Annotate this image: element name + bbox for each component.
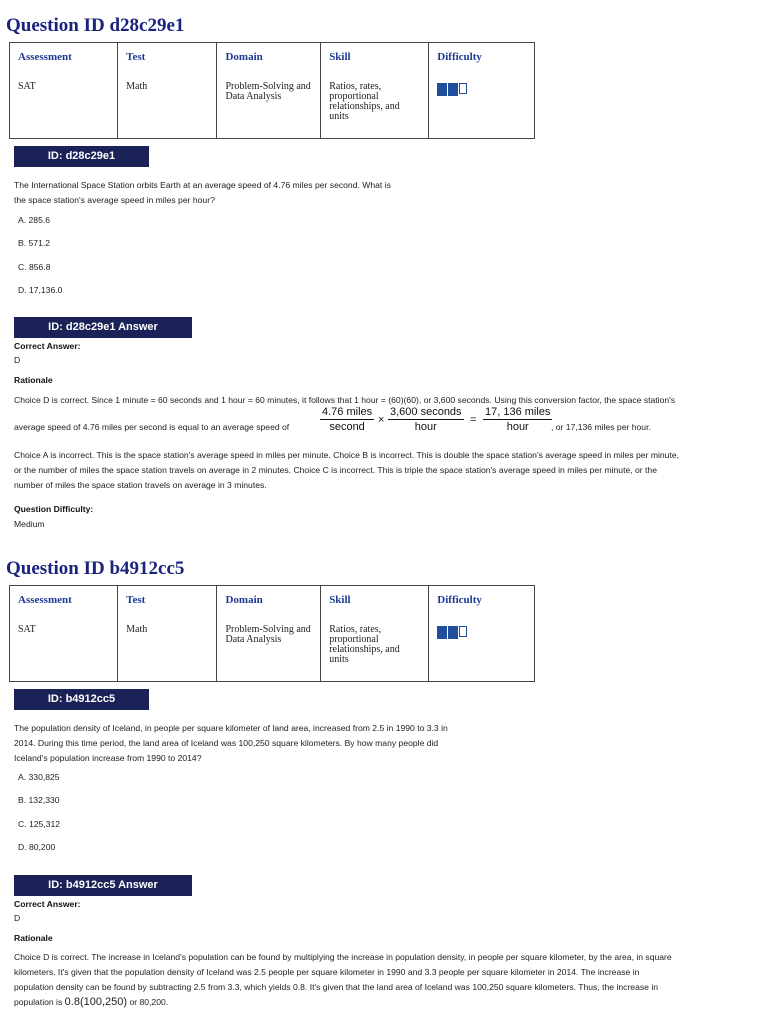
rationale-line: Choice D is correct. The increase in Iceland's population can be found by multiplying the increase in population density, in people per square kilometer, by the area, in square	[14, 952, 672, 962]
fraction-numerator: 3,600 seconds	[390, 406, 462, 418]
answer-option-b: B. 132,330	[18, 795, 60, 805]
meta-value-skill: Ratios, rates, proportional relationships, and units	[329, 624, 400, 665]
correct-answer-value: D	[14, 355, 21, 365]
answer-option-d: D. 80,200	[18, 842, 56, 852]
difficulty-indicator	[437, 83, 526, 96]
fraction-denominator: second	[329, 421, 365, 433]
meta-difficulty-cell	[429, 586, 535, 682]
prompt-line: Iceland's population increase from 1990 to 2014?	[14, 753, 202, 763]
rationale-line-end: , or 17,136 miles per hour.	[551, 422, 651, 432]
meta-value-test: Math	[126, 624, 148, 635]
question-prompt	[14, 721, 448, 766]
rationale-label: Rationale	[14, 375, 53, 385]
question-title: Question ID d28c29e1	[6, 15, 185, 36]
question-meta-table	[9, 585, 535, 682]
rationale-label: Rationale	[14, 933, 53, 943]
math-fraction	[483, 406, 552, 434]
meta-header-difficulty: Difficulty	[437, 594, 482, 606]
question-difficulty-value: Medium	[14, 519, 45, 529]
rationale-line-end: or 80,200.	[129, 997, 169, 1007]
difficulty-bar-filled	[448, 626, 458, 639]
difficulty-bar-empty	[459, 83, 467, 94]
meta-domain-cell	[217, 586, 321, 682]
meta-test-cell	[118, 43, 217, 139]
rationale-line-start: population is	[14, 997, 63, 1007]
meta-assessment-cell	[10, 586, 118, 682]
correct-answer-label: Correct Answer:	[14, 341, 81, 351]
meta-value-domain: Problem-Solving and Data Analysis	[225, 81, 311, 102]
meta-assessment-cell	[10, 43, 118, 139]
fraction-denominator: hour	[414, 421, 437, 433]
explanation-line: number of miles the space station travels on average in 3 minutes.	[14, 480, 267, 490]
meta-header-assessment: Assessment	[18, 51, 72, 63]
meta-header-test: Test	[126, 594, 146, 606]
answer-option-a: A. 330,825	[18, 772, 60, 782]
math-equals: =	[470, 414, 477, 426]
rationale-line: Choice D is correct. Since 1 minute = 60 seconds and 1 hour = 60 minutes, it follows that 1 hour = (60)(60), or 3,600 seconds. Using this conversion factor, the space station's	[14, 395, 676, 405]
math-fraction	[320, 406, 374, 434]
meta-header-domain: Domain	[225, 594, 263, 606]
question-title: Question ID b4912cc5	[6, 558, 185, 579]
difficulty-bar-filled	[437, 626, 447, 639]
answer-option-a: A. 285.6	[18, 215, 51, 225]
meta-header-assessment: Assessment	[18, 594, 72, 606]
meta-value-test: Math	[126, 81, 148, 92]
explanation-line: Choice A is incorrect. This is the space station's average speed in miles per minute. Choice B is incorrect. This is double the space station's average speed in miles per minute,	[14, 450, 680, 460]
answer-id-badge: ID: b4912cc5 Answer	[14, 875, 192, 896]
answer-option-c: C. 125,312	[18, 819, 61, 829]
prompt-line: the space station's average speed in miles per hour?	[14, 195, 215, 205]
meta-domain-cell	[217, 43, 321, 139]
difficulty-bar-empty	[459, 626, 467, 637]
correct-answer-label: Correct Answer:	[14, 899, 81, 909]
math-times: ×	[378, 414, 385, 426]
math-expression: 0.8(100,250)	[64, 996, 128, 1008]
prompt-line: 2014. During this time period, the land area of Iceland was 100,250 square kilometers. By how many people did	[14, 738, 439, 748]
rationale-line: population density can be found by subtracting 2.5 from 3.3, which yields 0.8. It's given that the land area of Iceland was 100,250 square kilometers. Thus, the increase in	[14, 982, 659, 992]
question-difficulty-label: Question Difficulty:	[14, 504, 94, 514]
question-prompt	[14, 178, 391, 208]
answer-id-badge: ID: d28c29e1 Answer	[14, 317, 192, 338]
answer-option-d: D. 17,136.0	[18, 285, 63, 295]
prompt-line: The population density of Iceland, in people per square kilometer of land area, increased from 2.5 in 1990 to 3.3 in	[14, 723, 448, 733]
fraction-numerator: 17, 136 miles	[485, 406, 551, 418]
difficulty-bar-filled	[437, 83, 447, 96]
meta-header-skill: Skill	[329, 594, 351, 606]
meta-difficulty-cell	[429, 43, 535, 139]
explanation	[14, 448, 679, 493]
fraction-denominator: hour	[506, 421, 529, 433]
question-id-badge: ID: b4912cc5	[14, 689, 149, 710]
meta-value-assessment: SAT	[18, 624, 36, 635]
math-fraction	[388, 406, 464, 434]
explanation-line: or the number of miles the space station travels on average in 2 minutes. Choice C is incorrect. This is triple the space station's average speed in miles per minute, or the	[14, 465, 657, 475]
meta-header-difficulty: Difficulty	[437, 51, 482, 63]
answer-option-c: C. 856.8	[18, 262, 51, 272]
rationale-line	[14, 995, 672, 1010]
answer-option-b: B. 571.2	[18, 238, 51, 248]
prompt-line: The International Space Station orbits Earth at an average speed of 4.76 miles per second. What is	[14, 180, 391, 190]
meta-value-domain: Problem-Solving and Data Analysis	[225, 624, 311, 645]
difficulty-indicator	[437, 626, 526, 639]
meta-header-test: Test	[126, 51, 146, 63]
question-id-badge: ID: d28c29e1	[14, 146, 149, 167]
meta-value-skill: Ratios, rates, proportional relationships, and units	[329, 81, 400, 122]
correct-answer-value: D	[14, 913, 21, 923]
rationale-line: average speed of 4.76 miles per second is equal to an average speed of	[14, 422, 290, 432]
rationale-text	[14, 950, 672, 1010]
fraction-numerator: 4.76 miles	[322, 406, 373, 418]
rationale-line: kilometers. It's given that the population density of Iceland was 2.5 people per square kilometer in 1990 and 3.3 people per square kilometer in 2014. The increase in	[14, 967, 640, 977]
difficulty-bar-filled	[448, 83, 458, 96]
meta-skill-cell	[321, 43, 429, 139]
meta-test-cell	[118, 586, 217, 682]
meta-header-domain: Domain	[225, 51, 263, 63]
question-meta-table	[9, 42, 535, 139]
meta-value-assessment: SAT	[18, 81, 36, 92]
meta-header-skill: Skill	[329, 51, 351, 63]
meta-skill-cell	[321, 586, 429, 682]
